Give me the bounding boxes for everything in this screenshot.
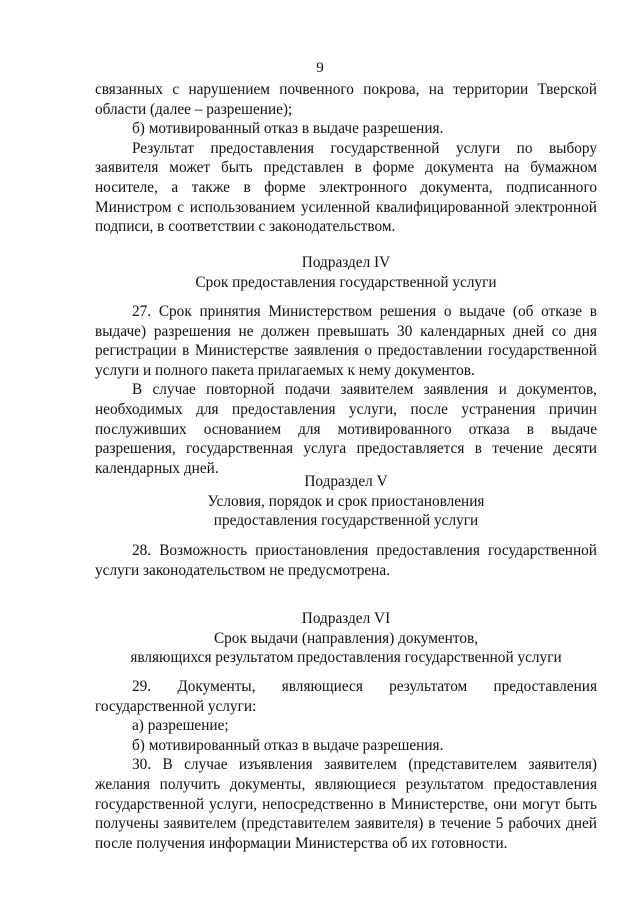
section-v-title: Подраздел V (304, 473, 388, 490)
section-v-subtitle-line-2: предоставления государственной услуги (213, 512, 479, 530)
section-vi-heading (95, 609, 597, 668)
section-vi-body (95, 677, 597, 853)
section-vi-subtitle-line-2: являющихся результатом предоставления государственной услуги (130, 649, 562, 667)
paragraph-29-item-b: б) мотивированный отказ в выдаче разрешения. (132, 736, 444, 754)
intro-paragraph-1: связанных с нарушением почвенного покрова, на территории Тверской области (далее – разрешение); (95, 81, 597, 118)
intro-block (95, 80, 597, 237)
intro-paragraph-2: б) мотивированный отказ в выдаче разрешения. (132, 120, 444, 138)
section-iv-heading (95, 253, 597, 292)
section-iv-body (95, 302, 597, 478)
section-iv-subtitle: Срок предоставления государственной услуги (195, 273, 497, 291)
page-number: 9 (316, 60, 324, 76)
paragraph-29: 29. Документы, являющиеся результатом предоставления государственной услуги: (95, 678, 597, 715)
paragraph-29-item-a: а) разрешение; (132, 717, 229, 735)
section-v-body (95, 541, 597, 580)
paragraph-28: 28. Возможность приостановления предоставления государственной услуги законодательством не предусмотрена. (95, 542, 597, 579)
section-vi-subtitle-line-1: Срок выдачи (направления) документов, (213, 629, 479, 647)
section-iv-title: Подраздел IV (301, 254, 391, 271)
paragraph-27: 27. Срок принятия Министерством решения о выдаче (об отказе в выдаче) разрешения не должен превышать 30 календарных дней со дня регистрации в Министерстве заявления о предоставлении государственной услуги и полного пакета прилагаемых к нему документов. (95, 303, 597, 379)
section-v-heading (95, 472, 597, 531)
section-vi-title: Подраздел VI (301, 610, 391, 627)
paragraph-27-continued: В случае повторной подачи заявителем заявления и документов, необходимых для предоставления услуги, после устранения причин послуживших основанием для мотивированного отказа в выдаче разрешения, государственная услуга предоставляется в течение десяти календарных дней. (95, 381, 597, 477)
intro-paragraph-3: Результат предоставления государственной услуги по выбору заявителя может быть представлен в форме документа на бумажном носителе, а также в форме электронного документа, подписанного Министром с использованием усиленной квалифицированной электронной подписи, в соответствии с законодательством. (95, 139, 597, 236)
section-v-subtitle-line-1: Условия, порядок и срок приостановления (207, 492, 485, 510)
paragraph-30: 30. В случае изъявления заявителем (представителем заявителя) желания получить документы, являющиеся результатом предоставления государственной услуги, непосредственно в Министерстве, они могут быть получены заявителем (представителем заявителя) в течение 5 рабочих дней после получения информации Министерства об их готовности. (95, 756, 597, 852)
